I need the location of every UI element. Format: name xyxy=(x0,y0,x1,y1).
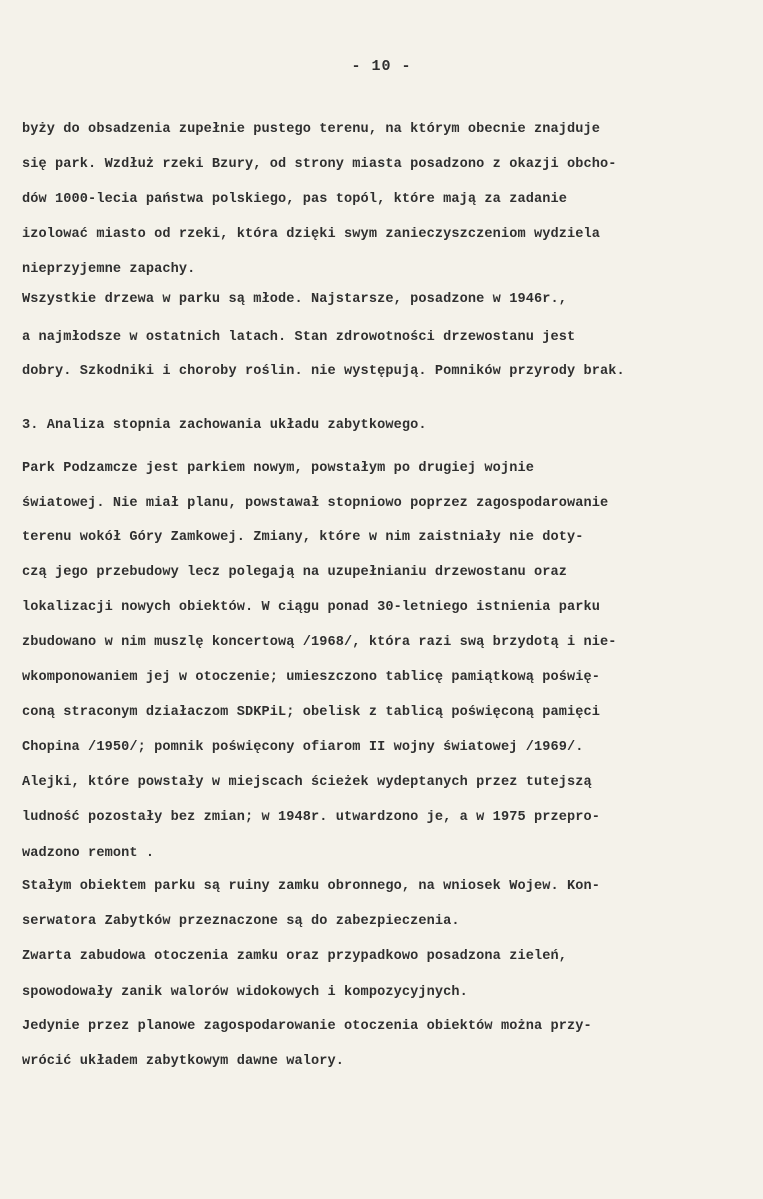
text-line: Stałym obiektem parku są ruiny zamku obronnego, na wniosek Wojew. Kon- xyxy=(22,879,601,894)
text-line: wkomponowaniem jej w otoczenie; umieszczono tablicę pamiątkową poświę- xyxy=(22,670,601,685)
text-line: dów 1000-lecia państwa polskiego, pas topól, które mają za zadanie xyxy=(22,192,567,207)
text-line: Jedynie przez planowe zagospodarowanie otoczenia obiektów można przy- xyxy=(22,1019,592,1034)
section-heading: 3. Analiza stopnia zachowania układu zabytkowego. xyxy=(22,418,427,433)
text-line: Park Podzamcze jest parkiem nowym, powstałym po drugiej wojnie xyxy=(22,461,534,476)
text-line: Zwarta zabudowa otoczenia zamku oraz przypadkowo posadzona zieleń, xyxy=(22,949,567,964)
text-line: się park. Wzdłuż rzeki Bzury, od strony miasta posadzono z okazji obcho- xyxy=(22,157,617,172)
text-line: byży do obsadzenia zupełnie pustego terenu, na którym obecnie znajduje xyxy=(22,122,601,137)
text-line: ludność pozostały bez zmian; w 1948r. utwardzono je, a w 1975 przepro- xyxy=(22,810,601,825)
text-line: serwatora Zabytków przeznaczone są do zabezpieczenia. xyxy=(22,914,460,929)
text-line: Chopina /1950/; pomnik poświęcony ofiarom II wojny światowej /1969/. xyxy=(22,740,584,755)
text-line: dobry. Szkodniki i choroby roślin. nie występują. Pomników przyrody brak. xyxy=(22,364,625,379)
text-line: coną straconym działaczom SDKPiL; obelisk z tablicą poświęconą pamięci xyxy=(22,705,601,720)
text-line: Alejki, które powstały w miejscach ścieżek wydeptanych przez tutejszą xyxy=(22,775,592,790)
text-line: wrócić układem zabytkowym dawne walory. xyxy=(22,1054,345,1069)
text-line: nieprzyjemne zapachy. xyxy=(22,262,196,277)
text-line: terenu wokół Góry Zamkowej. Zmiany, które w nim zaistniały nie doty- xyxy=(22,530,584,545)
page-number: - 10 - xyxy=(351,58,412,75)
text-line: czą jego przebudowy lecz polegają na uzupełnianiu drzewostanu oraz xyxy=(22,565,567,580)
text-line: wadzono remont . xyxy=(22,846,155,861)
text-line: a najmłodsze w ostatnich latach. Stan zdrowotności drzewostanu jest xyxy=(22,330,576,345)
text-line: Wszystkie drzewa w parku są młode. Najstarsze, posadzone w 1946r., xyxy=(22,292,567,307)
text-line: izolować miasto od rzeki, która dzięki swym zanieczyszczeniom wydziela xyxy=(22,227,601,242)
text-line: zbudowano w nim muszlę koncertową /1968/, która razi swą brzydotą i nie- xyxy=(22,635,617,650)
text-line: lokalizacji nowych obiektów. W ciągu ponad 30-letniego istnienia parku xyxy=(22,600,601,615)
text-line: światowej. Nie miał planu, powstawał stopniowo poprzez zagospodarowanie xyxy=(22,496,609,511)
text-line: spowodowały zanik walorów widokowych i kompozycyjnych. xyxy=(22,985,468,1000)
